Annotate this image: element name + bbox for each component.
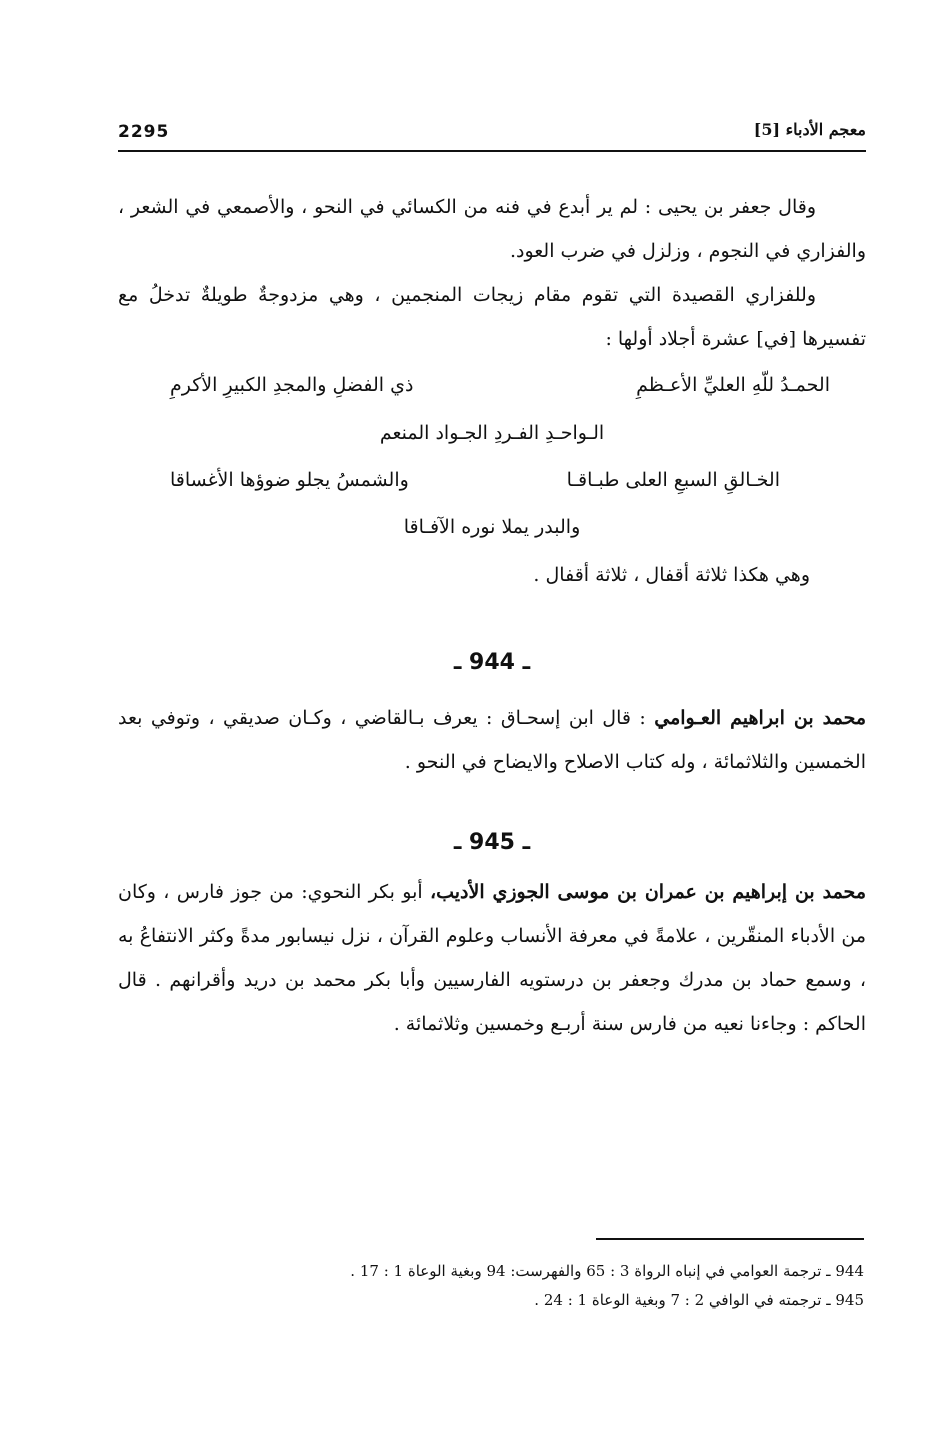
entry-944-text <box>118 696 866 784</box>
entry-number-944: ـ 944 ـ <box>453 650 531 675</box>
verse-line-4: والبدر يملا نوره الآفـاقا <box>403 516 581 538</box>
footnote-945: 945 ـ ترجمته في الوافي 2 : 7 وبغية الوعاة 1 : 24 . <box>534 1291 864 1309</box>
verse-line-3-first-hemistich: الخـالقِ السبعِ العلى طبـاقـا <box>566 469 780 491</box>
running-title: معجم الأدباء [5] <box>753 120 866 139</box>
page-number: 2295 <box>118 122 170 142</box>
entry-945-body: أبو بكر النحوي: من جوز فارس ، وكان من الأدباء المنقّرين ، علامةً في معرفة الأنساب وعلوم القرآن ، نزل نيسابور مدةً وكثر الانتفاعُ به ، وسمع حماد بن مدرك وجعفر بن درستويه الفارسيين وأبا بكر محمد بن دريد وأقرانهم . قال الحاكم : وجاءنا نعيه من فارس سنة أربـع وخمسين وثلاثمائة . <box>118 881 866 1035</box>
intro-closing: وهي هكذا ثلاثة أقفال ، ثلاثة أقفال . <box>533 564 810 586</box>
footnote-rule <box>596 1238 864 1240</box>
entry-945-text <box>118 870 866 1046</box>
intro-paragraph-1: وقال جعفر بن يحيى : لم ير أبدع في فنه من الكسائي في النحو ، والأصمعي في الشعر ، والفزاري في النجوم ، وزلزل في ضرب العود. <box>118 196 866 262</box>
verse-line-1-second-hemistich: ذي الفضلِ والمجدِ الكبيرِ الأكرمِ <box>170 374 414 396</box>
header-rule <box>118 150 866 152</box>
page-header <box>118 118 866 152</box>
verse-line-2: الـواحـدِ الفـردِ الجـواد المنعم <box>379 422 605 444</box>
entry-944-body: : قال ابن إسحـاق : يعرف بـالقاضي ، وكـان صديقي ، وتوفي بعد الخمسين والثلاثمائة ، وله كتاب الاصلاح والايضاح في النحو . <box>118 707 866 773</box>
verse-line-3-second-hemistich: والشمسُ يجلو ضوؤها الأغساقا <box>170 469 409 491</box>
intro-paragraph-2: وللفزاري القصيدة التي تقوم مقام زيجات المنجمين ، وهي مزدوجةٌ طويلةٌ تدخلُ مع تفسيرها [في] عشرة أجلاد أولها : <box>118 284 866 350</box>
entry-945-name: محمد بن إبراهيم بن عمران بن موسى الجوزي الأديب، <box>429 881 866 903</box>
footnote-944: 944 ـ ترجمة العوامي في إنباه الرواة 3 : 65 والفهرست: 94 وبغية الوعاة 1 : 17 . <box>350 1262 864 1280</box>
entry-number-945: ـ 945 ـ <box>453 830 531 855</box>
verse-line-1-first-hemistich: الحمـدُ للّهِ العليِّ الأعـظمِ <box>636 374 830 396</box>
entry-944-name: محمد بن ابراهيم العـوامي <box>654 707 867 729</box>
